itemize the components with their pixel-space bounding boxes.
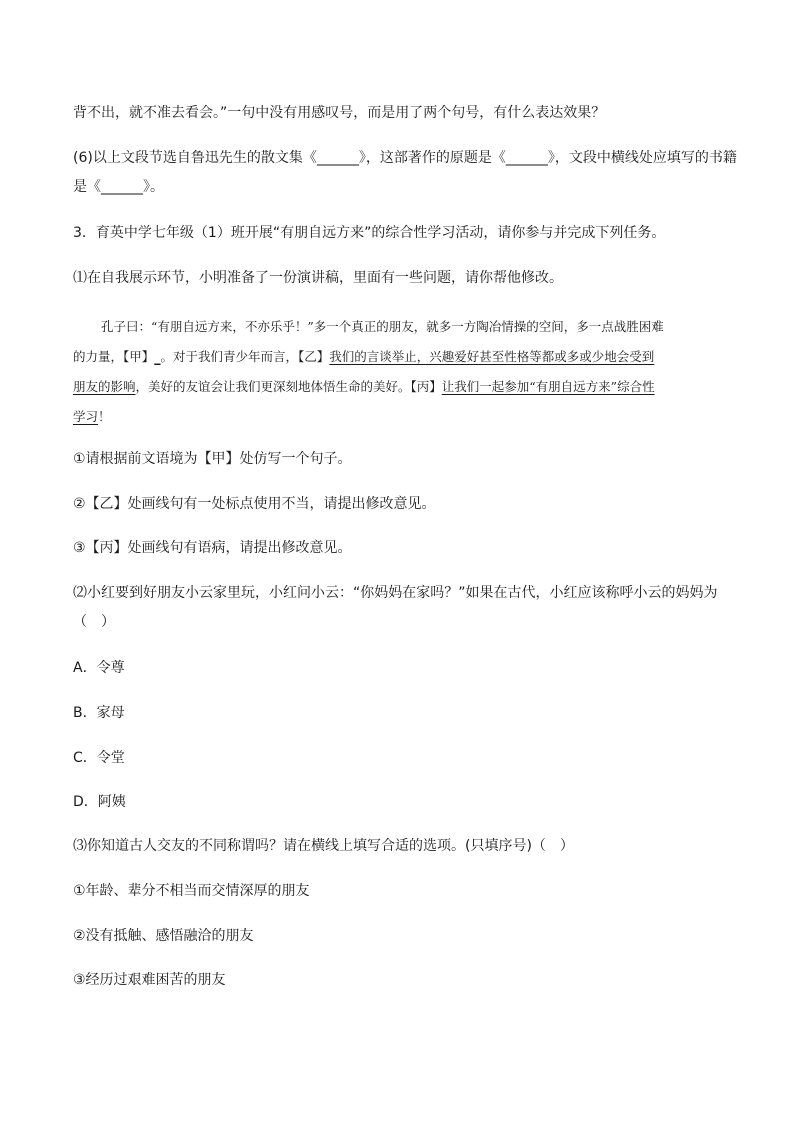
- task-item: ③【丙】处画线句有语病，请提出修改意见。: [73, 540, 352, 556]
- list-item: ③经历过艰难困苦的朋友: [73, 972, 226, 988]
- option-c: C．令堂: [73, 750, 125, 766]
- underlined-sentence-bing: 让我们一起参加“有朋自远方来”综合性: [441, 379, 655, 394]
- task-item: ②【乙】处画线句有一处标点使用不当，请提出修改意见。: [73, 496, 436, 512]
- excerpt-text: 的力量，【甲】: [73, 349, 155, 364]
- option-a: A．令尊: [73, 660, 125, 676]
- text-line: (6)以上文段节选自鲁迅先生的散文集《______》，这部著作的原题是《______》，文段中横线处应填写的书籍: [73, 150, 737, 166]
- excerpt-text: ，美好的友谊会让我们更深刻地体悟生命的美好。【丙】: [135, 379, 442, 394]
- excerpt-line: [73, 342, 733, 372]
- text-line: 背不出，就不准去看会。”一句中没有用感叹号，而是用了两个句号，有什么表达效果？: [73, 105, 606, 121]
- excerpt-line: [73, 372, 733, 402]
- text-line: ⑴在自我展示环节，小明准备了一份演讲稿，里面有一些问题，请你帮他修改。: [73, 270, 563, 286]
- question-heading: 3．育英中学七年级（1）班开展“有朋自远方来”的综合性学习活动，请你参与并完成下列任务。: [73, 225, 666, 241]
- option-b: B．家母: [73, 705, 125, 721]
- excerpt-text: ！: [98, 409, 111, 424]
- text-line: ⑵小红要到好朋友小云家里玩，小红问小云：“你妈妈在家吗？”如果在古代，小红应该称呼小云的妈妈为: [73, 585, 718, 601]
- text-line: 是《______》。: [73, 179, 164, 195]
- text-line: ⑶你知道古人交友的不同称谓吗？请在横线上填写合适的选项。(只填序号)（ ）: [73, 838, 574, 854]
- list-item: ②没有抵触、感悟融洽的朋友: [73, 928, 254, 944]
- underlined-sentence-yi: 朋友的影响: [73, 379, 136, 394]
- answer-brackets: （ ）: [73, 614, 115, 630]
- excerpt-line: [73, 402, 733, 432]
- excerpt-line: 孔子曰：“有朋自远方来，不亦乐乎！”多一个真正的朋友，就多一方陶冶情操的空间，多一点战胜困难: [101, 319, 664, 334]
- list-item: ①年龄、辈分不相当而交情深厚的朋友: [73, 883, 310, 899]
- task-item: ①请根据前文语境为【甲】处仿写一个句子。: [73, 451, 352, 467]
- excerpt-text: 。对于我们青少年而言，【乙】: [160, 349, 330, 364]
- option-d: D．阿姨: [73, 794, 126, 810]
- underlined-sentence-bing: 学习: [73, 409, 99, 424]
- blank-jia: _: [154, 349, 161, 364]
- speech-excerpt: [73, 312, 733, 432]
- underlined-sentence-yi: 我们的言谈举止，兴趣爱好甚至性格等都或多或少地会受到: [329, 349, 655, 364]
